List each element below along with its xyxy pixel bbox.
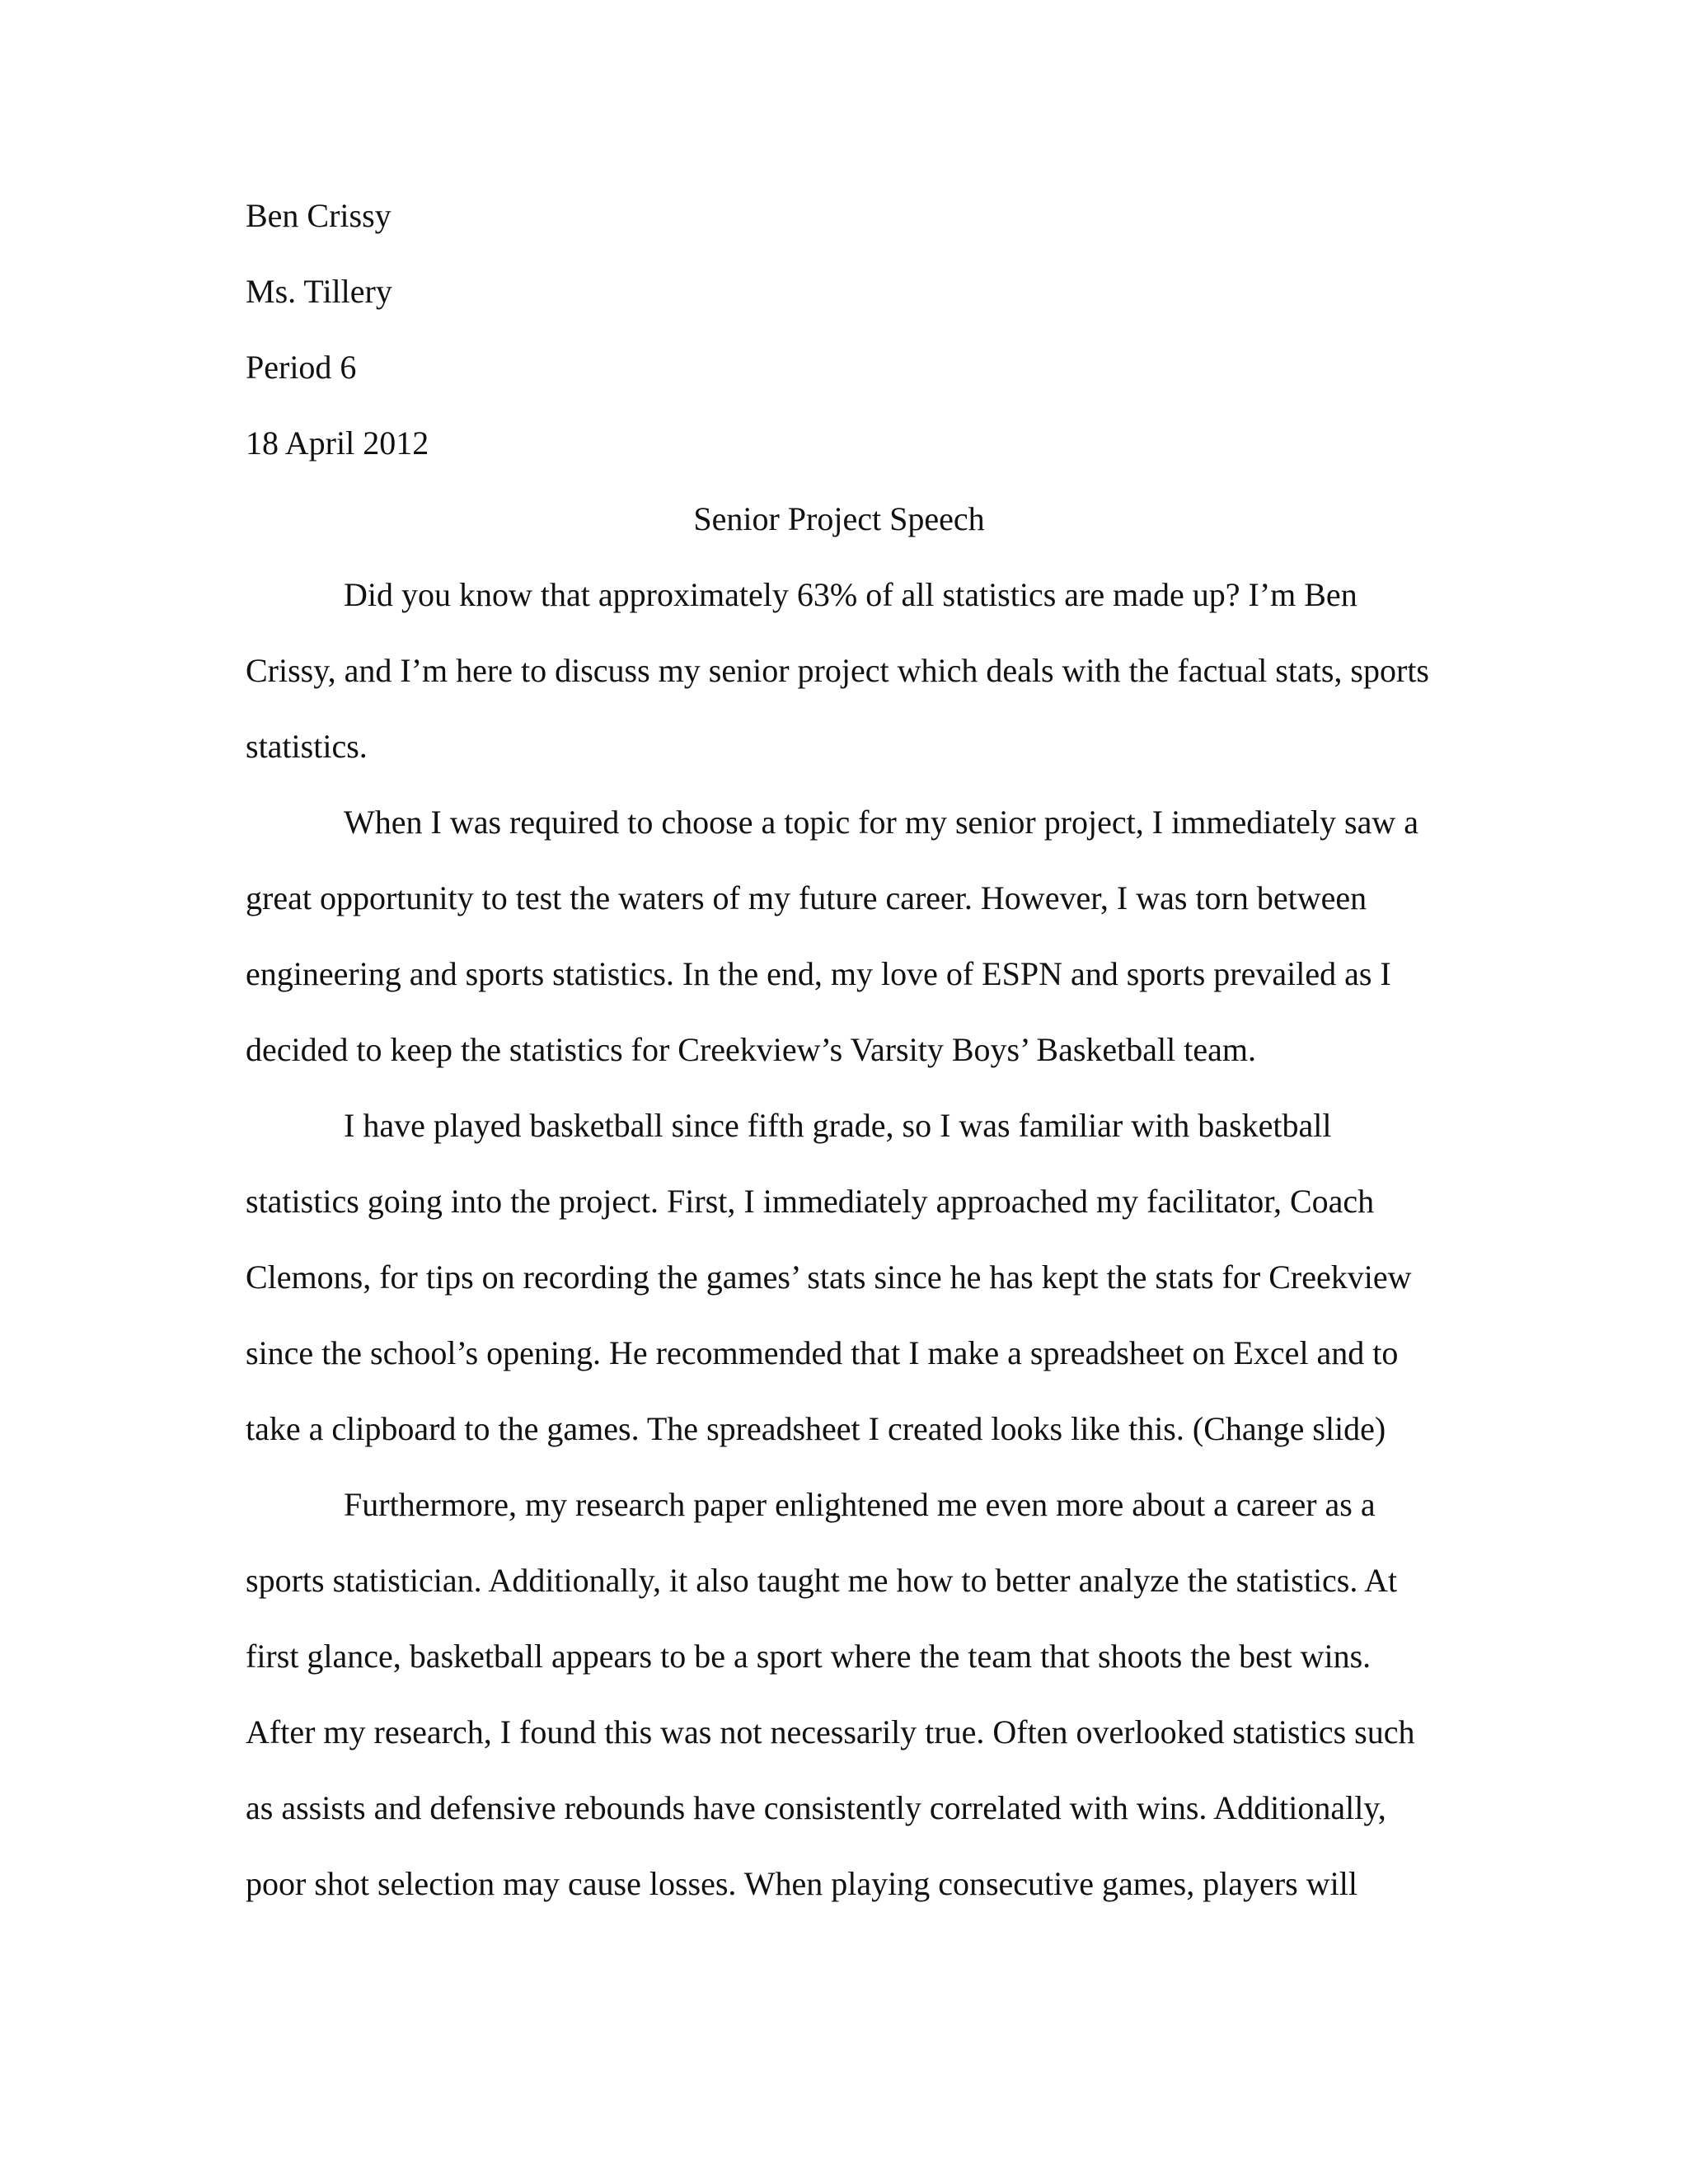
paragraph-line: Crissy, and I’m here to discuss my senior project which deals with the factual stats, sports [246,652,1429,689]
paragraph-line: When I was required to choose a topic for my senior project, I immediately saw a [344,804,1419,841]
paragraph-line: first glance, basketball appears to be a sport where the team that shoots the best wins. [246,1638,1372,1675]
paragraph-line: statistics. [246,728,368,765]
paragraph-3 [246,1103,1432,1482]
paragraph-line: decided to keep the statistics for Creekview’s Varsity Boys’ Basketball team. [246,1031,1256,1068]
paragraph-line: poor shot selection may cause losses. When playing consecutive games, players will [246,1865,1357,1902]
paragraph-2 [246,799,1432,1103]
paragraph-line: I have played basketball since fifth grade, so I was familiar with basketball [344,1107,1332,1144]
paragraph-line: Did you know that approximately 63% of all statistics are made up? I’m Ben [344,576,1357,613]
class-period: Period 6 [246,349,357,386]
paragraph-line: Furthermore, my research paper enlightened me even more about a career as a [344,1486,1376,1523]
student-name: Ben Crissy [246,197,392,234]
paragraph-line: statistics going into the project. First, I immediately approached my facilitator, Coach [246,1183,1375,1220]
paragraph-line: After my research, I found this was not necessarily true. Often overlooked statistics such [246,1713,1415,1750]
paragraph-4 [246,1482,1432,1937]
paragraph-line: engineering and sports statistics. In the end, my love of ESPN and sports prevailed as I [246,955,1391,992]
paragraph-line: since the school’s opening. He recommended that I make a spreadsheet on Excel and to [246,1334,1399,1371]
paragraph-1 [246,572,1432,799]
paragraph-line: take a clipboard to the games. The spreadsheet I created looks like this. (Change slide) [246,1410,1386,1447]
document-title: Senior Project Speech [693,500,985,537]
paragraph-line: as assists and defensive rebounds have consistently correlated with wins. Additionally, [246,1789,1386,1826]
document-body [246,193,1432,1937]
teacher-name: Ms. Tillery [246,273,392,310]
document-date: 18 April 2012 [246,424,429,462]
paragraph-line: great opportunity to test the waters of my future career. However, I was torn between [246,879,1367,916]
paragraph-line: Clemons, for tips on recording the games’ stats since he has kept the stats for Creekview [246,1258,1412,1296]
paragraph-line: sports statistician. Additionally, it also taught me how to better analyze the statistics. At [246,1562,1398,1599]
